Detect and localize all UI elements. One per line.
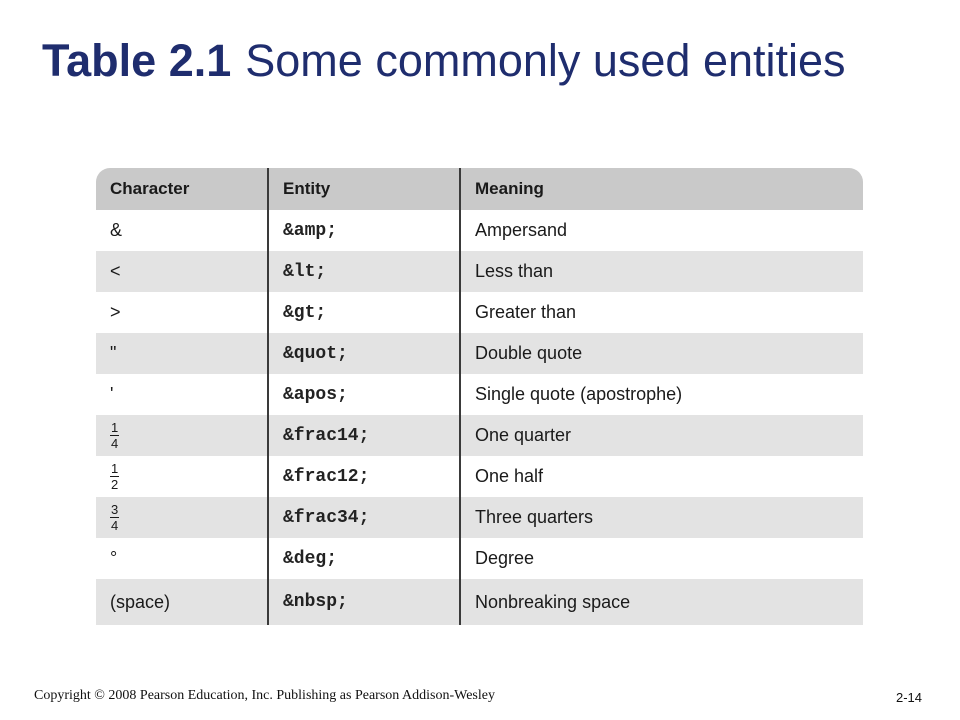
cell-character: (space) [96,579,268,625]
cell-entity: &nbsp; [268,579,460,625]
table-row [96,579,863,625]
fraction-denominator: 2 [111,477,119,492]
table-row [96,538,863,579]
table-number: Table 2.1 [42,35,232,86]
table-body [96,210,863,625]
header-row [96,168,863,210]
slide-title [42,36,846,86]
fraction-denominator: 4 [111,436,119,451]
fraction-glyph [110,462,119,491]
cell-entity: &quot; [268,333,460,374]
table-caption: Some commonly used entities [245,35,846,86]
entities-table [96,168,863,625]
table-header [96,168,863,210]
table-row [96,497,863,538]
cell-character: < [96,251,268,292]
table-row [96,251,863,292]
fraction-numerator: 1 [111,461,119,476]
cell-meaning: Single quote (apostrophe) [460,374,863,415]
cell-entity: &apos; [268,374,460,415]
table-row [96,456,863,497]
cell-meaning: Ampersand [460,210,863,251]
header-meaning: Meaning [460,168,863,210]
table-row [96,210,863,251]
cell-entity: &gt; [268,292,460,333]
cell-character: ° [110,548,118,568]
cell-meaning: Double quote [460,333,863,374]
table-row [96,292,863,333]
cell-entity: &frac14; [268,415,460,456]
fraction-glyph [110,503,119,532]
copyright-notice: Copyright © 2008 Pearson Education, Inc. Publishing as Pearson Addison-Wesley [34,688,495,703]
table-row [96,415,863,456]
fraction-numerator: 3 [111,502,119,517]
cell-character [96,497,268,538]
cell-character [96,415,268,456]
cell-entity: &frac34; [268,497,460,538]
header-entity: Entity [268,168,460,210]
table-row [96,374,863,415]
table-row [96,333,863,374]
page-number: 2-14 [895,690,922,705]
cell-meaning: Greater than [460,292,863,333]
cell-entity: &amp; [268,210,460,251]
fraction-glyph [110,421,119,450]
cell-meaning: One half [460,456,863,497]
cell-character: > [110,302,121,322]
cell-meaning: One quarter [460,415,863,456]
cell-entity: &frac12; [268,456,460,497]
cell-meaning: Less than [460,251,863,292]
cell-meaning: Nonbreaking space [460,579,863,625]
cell-character: " [96,333,268,374]
cell-meaning: Degree [460,538,863,579]
cell-meaning: Three quarters [460,497,863,538]
fraction-numerator: 1 [111,420,119,435]
fraction-denominator: 4 [111,518,119,533]
cell-entity: &lt; [268,251,460,292]
cell-character: & [110,220,123,240]
cell-character [96,456,268,497]
cell-entity: &deg; [268,538,460,579]
header-character: Character [96,168,268,210]
cell-character: ' [110,384,114,404]
